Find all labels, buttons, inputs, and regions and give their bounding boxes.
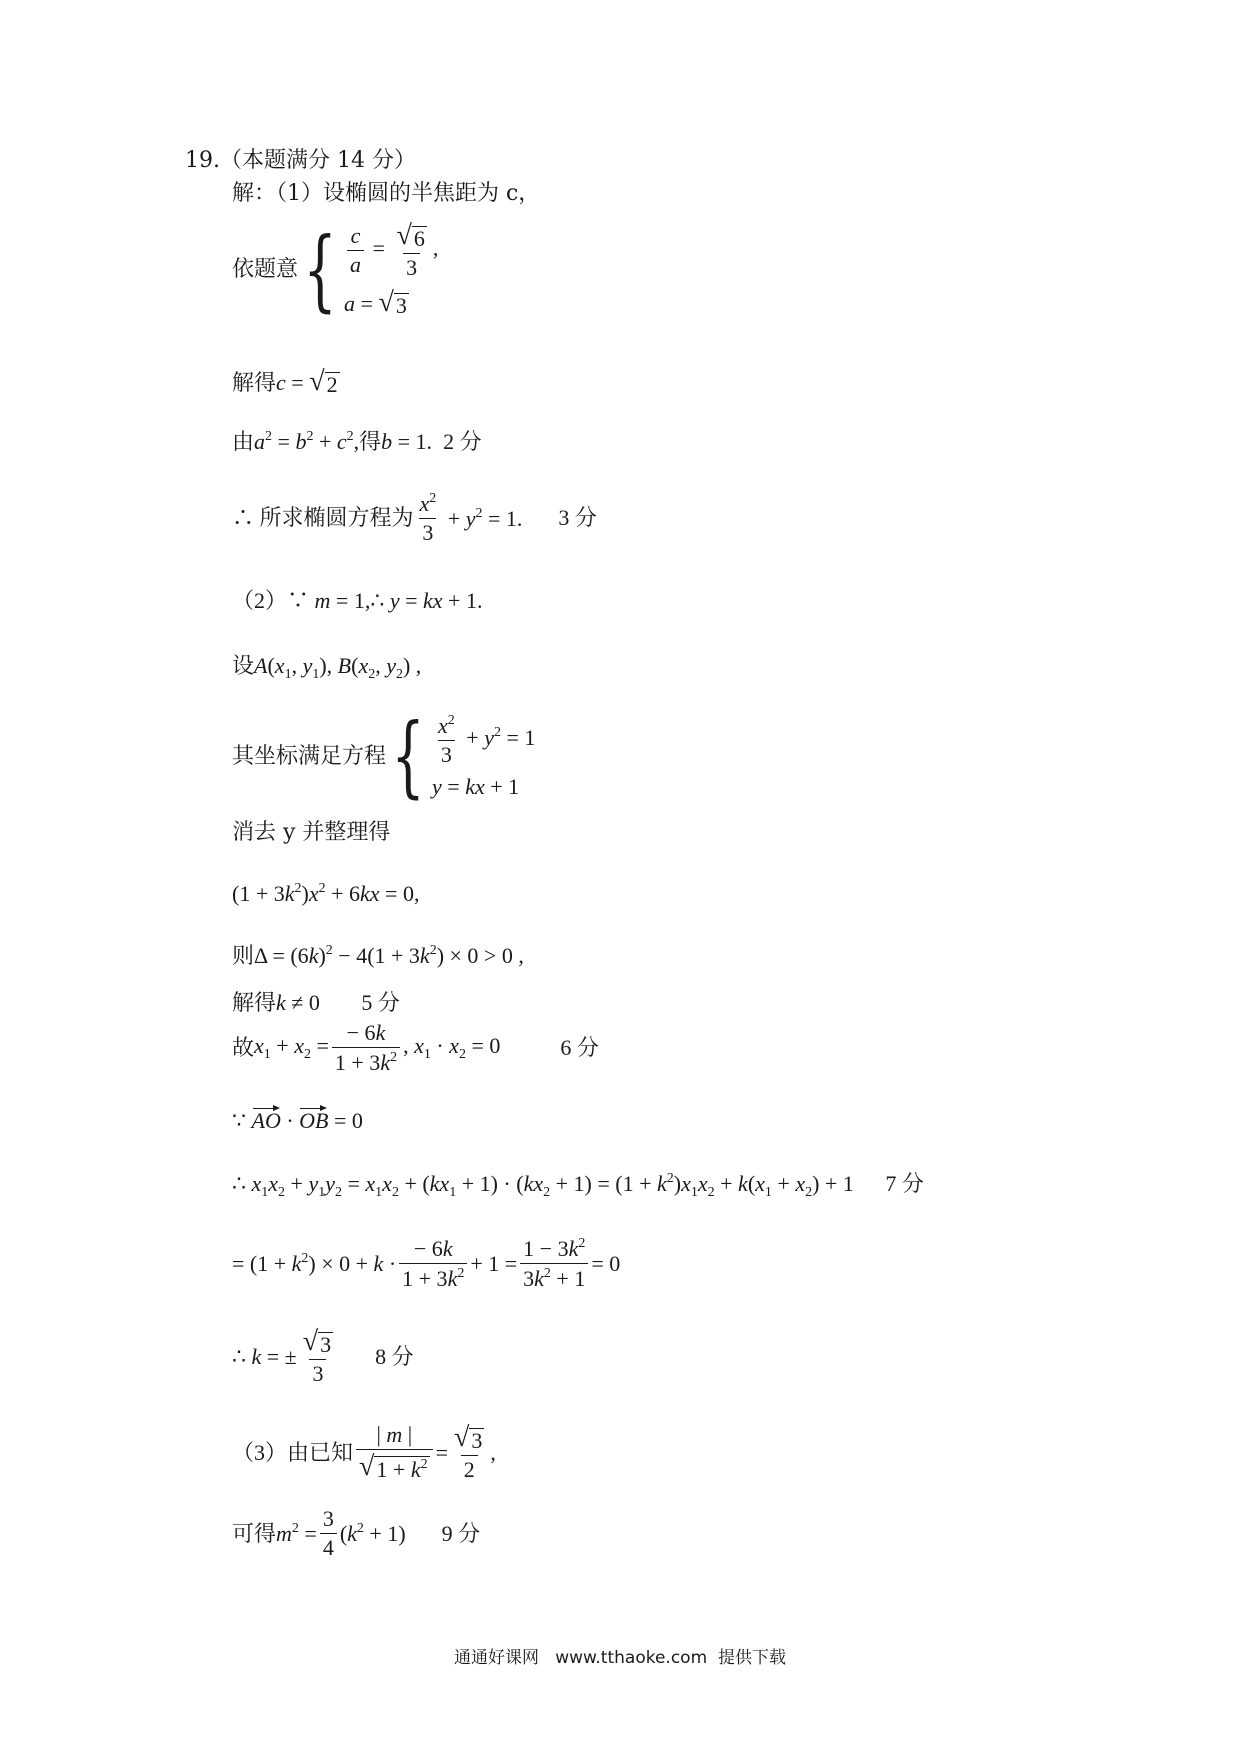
eliminate-line — [232, 822, 390, 844]
site-name: 通通好课网 — [454, 1648, 540, 1668]
part1-intro — [232, 183, 540, 205]
score-6: 6 分 — [560, 1035, 599, 1060]
solve-k-label: 解得 — [232, 990, 277, 1015]
then-label: 则 — [232, 943, 255, 968]
solve-c-line: 解得c = √ 2 — [232, 366, 338, 397]
solve-c-label: 解得 — [232, 370, 277, 395]
part1-intro-text: 解：（1）设椭圆的半焦距为 c， — [232, 181, 541, 206]
ellipse-equation-line: ∴ 所求椭圆方程为 $\frac{x^2}{3}$ + $y^2 = 1$. 3 分 — [232, 491, 597, 545]
score-9: 9 分 — [441, 1520, 481, 1546]
equation-ratio: $\frac{c}{a}$ = √ 6 3 , — [344, 222, 438, 279]
system-equations — [432, 714, 535, 798]
equation-a: a = √ 3 — [344, 287, 407, 318]
part2-prefix: （2） — [232, 588, 288, 613]
equation-ellipse: $\frac{x^2}{3}$ + $y^2 = 1$ — [438, 713, 536, 767]
ellipse-prefix: ∴ 所求椭圆方程为 — [232, 505, 414, 530]
part3-line: （3）由已知 | m | √ $1 + k^2$ = √ 3 2 , — [232, 1422, 496, 1482]
equation-line: y = kx + 1 — [432, 774, 520, 799]
score-7: 7 分 — [885, 1171, 924, 1196]
left-brace: { — [391, 704, 425, 807]
problem-number-title: 19.（本题满分 14 分） — [185, 148, 416, 173]
simplify-line: = $(1 + k^2) \times 0 + k$ · $\frac{- 6k}{1 + 3k^2}$ + 1 = $\frac{1 - 3k^2}{3k^2 + 1}$ = 0 — [232, 1235, 621, 1291]
get-label: ,得 — [353, 429, 382, 454]
delta-line: 则$\Delta = (6k)^2 - 4(1 + 3k^2) \times 0 > 0$ , — [232, 943, 524, 968]
therefore-label: 故 — [232, 1035, 255, 1060]
part2-line: （2）∵ m = 1,∴ y = kx + 1. — [232, 588, 483, 613]
site-url[interactable]: www.tthaoke.com — [555, 1648, 708, 1668]
let-label: 设 — [232, 653, 255, 678]
expand-line: ∴ $x_1x_2 + y_1y_2 = x_1x_2 + (kx_1 + 1) \cdot (kx_2 + 1) = (1 + k^2)x_1x_2 + k(x_1 + x_2) + 1$ 7 分 — [232, 1171, 924, 1200]
part3-prefix: （3）由已知 — [232, 1439, 354, 1465]
eliminate-text: 消去 y 并整理得 — [232, 820, 391, 845]
given-system — [232, 217, 439, 321]
m-squared-line: 可得 $m^2$ = $\frac{3}{4}$ $(k^2 + 1)$ 9 分 — [232, 1506, 481, 1560]
obtain-label: 可得 — [232, 1520, 277, 1546]
let-points-line: 设$A(x_1$, $y_1$), $B(x_2$, $y_2$) , — [232, 653, 422, 682]
score-3: 3 分 — [558, 505, 597, 530]
system-equations — [344, 222, 438, 317]
dot-product-line: ∵ AO · OB = 0 — [232, 1108, 363, 1133]
page-footer — [0, 1643, 1240, 1668]
k-value-line: ∴ k = ± √ 3 3 8 分 — [232, 1326, 414, 1386]
coordinate-system — [232, 704, 536, 807]
provided-text: 提供下载 — [717, 1648, 786, 1668]
from-label: 由 — [232, 429, 255, 454]
solve-k-line: 解得k ≠ 0 5 分 — [232, 990, 400, 1015]
relation-line: 由$a^2 = b^2 + c^2$,得b = 1. 2 分 — [232, 429, 482, 454]
problem-header — [185, 150, 416, 172]
left-brace: { — [303, 217, 337, 321]
coords-label: 其坐标满足方程 — [232, 743, 387, 768]
by-question-label: 依题意 — [232, 256, 299, 282]
quadratic-line: $(1 + 3k^2)x^2 + 6kx = 0$, — [232, 881, 420, 906]
score-5: 5 分 — [361, 990, 400, 1015]
score-2: 2 分 — [443, 429, 482, 454]
score-8: 8 分 — [375, 1343, 414, 1369]
vieta-line: 故 $x_1 + x_2$ = $\frac{- 6k}{1 + 3k^2}$ , $x_1 \cdot x_2 = 0$ 6 分 — [232, 1020, 599, 1075]
